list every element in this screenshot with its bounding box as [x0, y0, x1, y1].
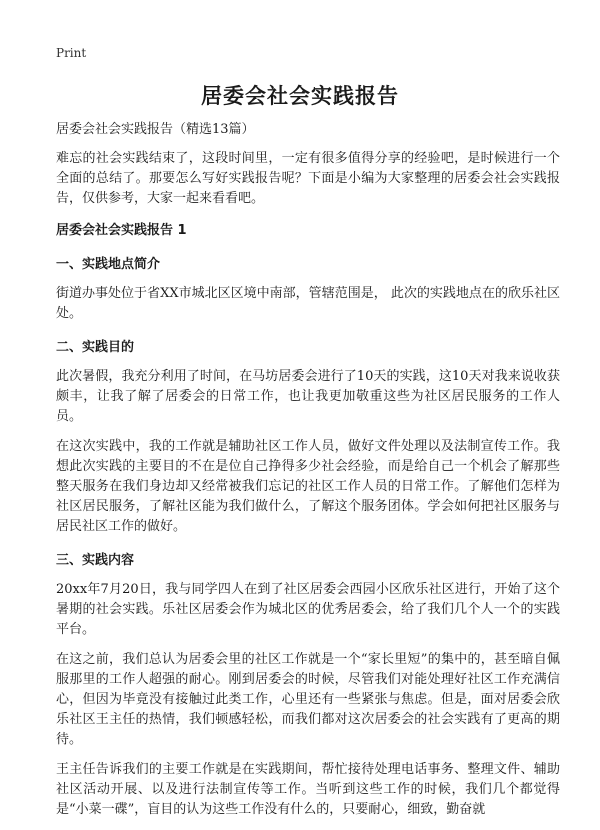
paragraph: 20xx年7月20日，我与同学四人在到了社区居委会西园小区欣乐社区进行，开始了这个暑期的社会实践。乐社区居委会作为城北区的优秀居委会，给了我们几个人一个的实践平台。	[56, 582, 560, 637]
article-body	[56, 120, 560, 830]
page-title: 居委会社会实践报告	[201, 84, 399, 108]
report-heading: 居委会社会实践报告 1	[56, 223, 187, 238]
paragraph: 此次暑假，我充分利用了时间，在马坊居委会进行了10天的实践，这10天对我来说收获颇丰，让我了解了居委会的日常工作，也让我更加敬重这些为社区居民服务的工作人员。	[56, 369, 560, 424]
paragraph: 街道办事处位于省XX市城北区区境中南部，管辖范围是， 此次的实践地点在的欣乐社区处。	[56, 286, 560, 321]
paragraph: 王主任告诉我们的主要工作就是在实践期间，帮忙接待处理电话事务、整理文件、辅助社区活动开展、以及进行法制宣传等工作。当听到这些工作的时候，我们几个都觉得是“小菜一碟”，盲目的认为这些工作没有什么的，只要耐心，细致，勤奋就	[56, 762, 560, 817]
paragraph: 在这之前，我们总认为居委会里的社区工作就是一个“家长里短”的集中的，甚至暗自佩服那里的工作人超强的耐心。刚到居委会的时候，尽管我们对能处理好社区工作充满信心，但因为毕竟没有接触过此类工作，心里还有一些紧张与焦虑。但是，面对居委会欣乐社区王主任的热情，我们顿感轻松，而我们都对这次居委会的社会实践有了更高的期待。	[56, 652, 560, 747]
intro-paragraph: 难忘的社会实践结束了，这段时间里，一定有很多值得分享的经验吧，是时候进行一个全面的总结了。那要怎么写好实践报告呢？下面是小编为大家整理的居委会社会实践报告，仅供参考，大家一起来看看吧。	[56, 151, 560, 206]
print-link[interactable]: Print	[56, 46, 87, 60]
article-subtitle: 居委会社会实践报告（精选13篇）	[56, 122, 255, 137]
section-heading: 二、实践目的	[56, 340, 135, 355]
section-heading: 一、实践地点简介	[56, 257, 161, 272]
paragraph: 在这次实践中，我的工作就是辅助社区工作人员，做好文件处理以及法制宣传工作。我想此次实践的主要目的不在是位自己挣得多少社会经验，而是给自己一个机会了解那些整天服务在我们身边却又经常被我们忘记的社区工作人员的日常工作。了解他们怎样为社区居民服务，了解社区能为我们做什么，了解这个服务团体。学会如何把社区服务与居民社区工作的做好。	[56, 439, 560, 534]
section-heading: 三、实践内容	[56, 553, 135, 568]
